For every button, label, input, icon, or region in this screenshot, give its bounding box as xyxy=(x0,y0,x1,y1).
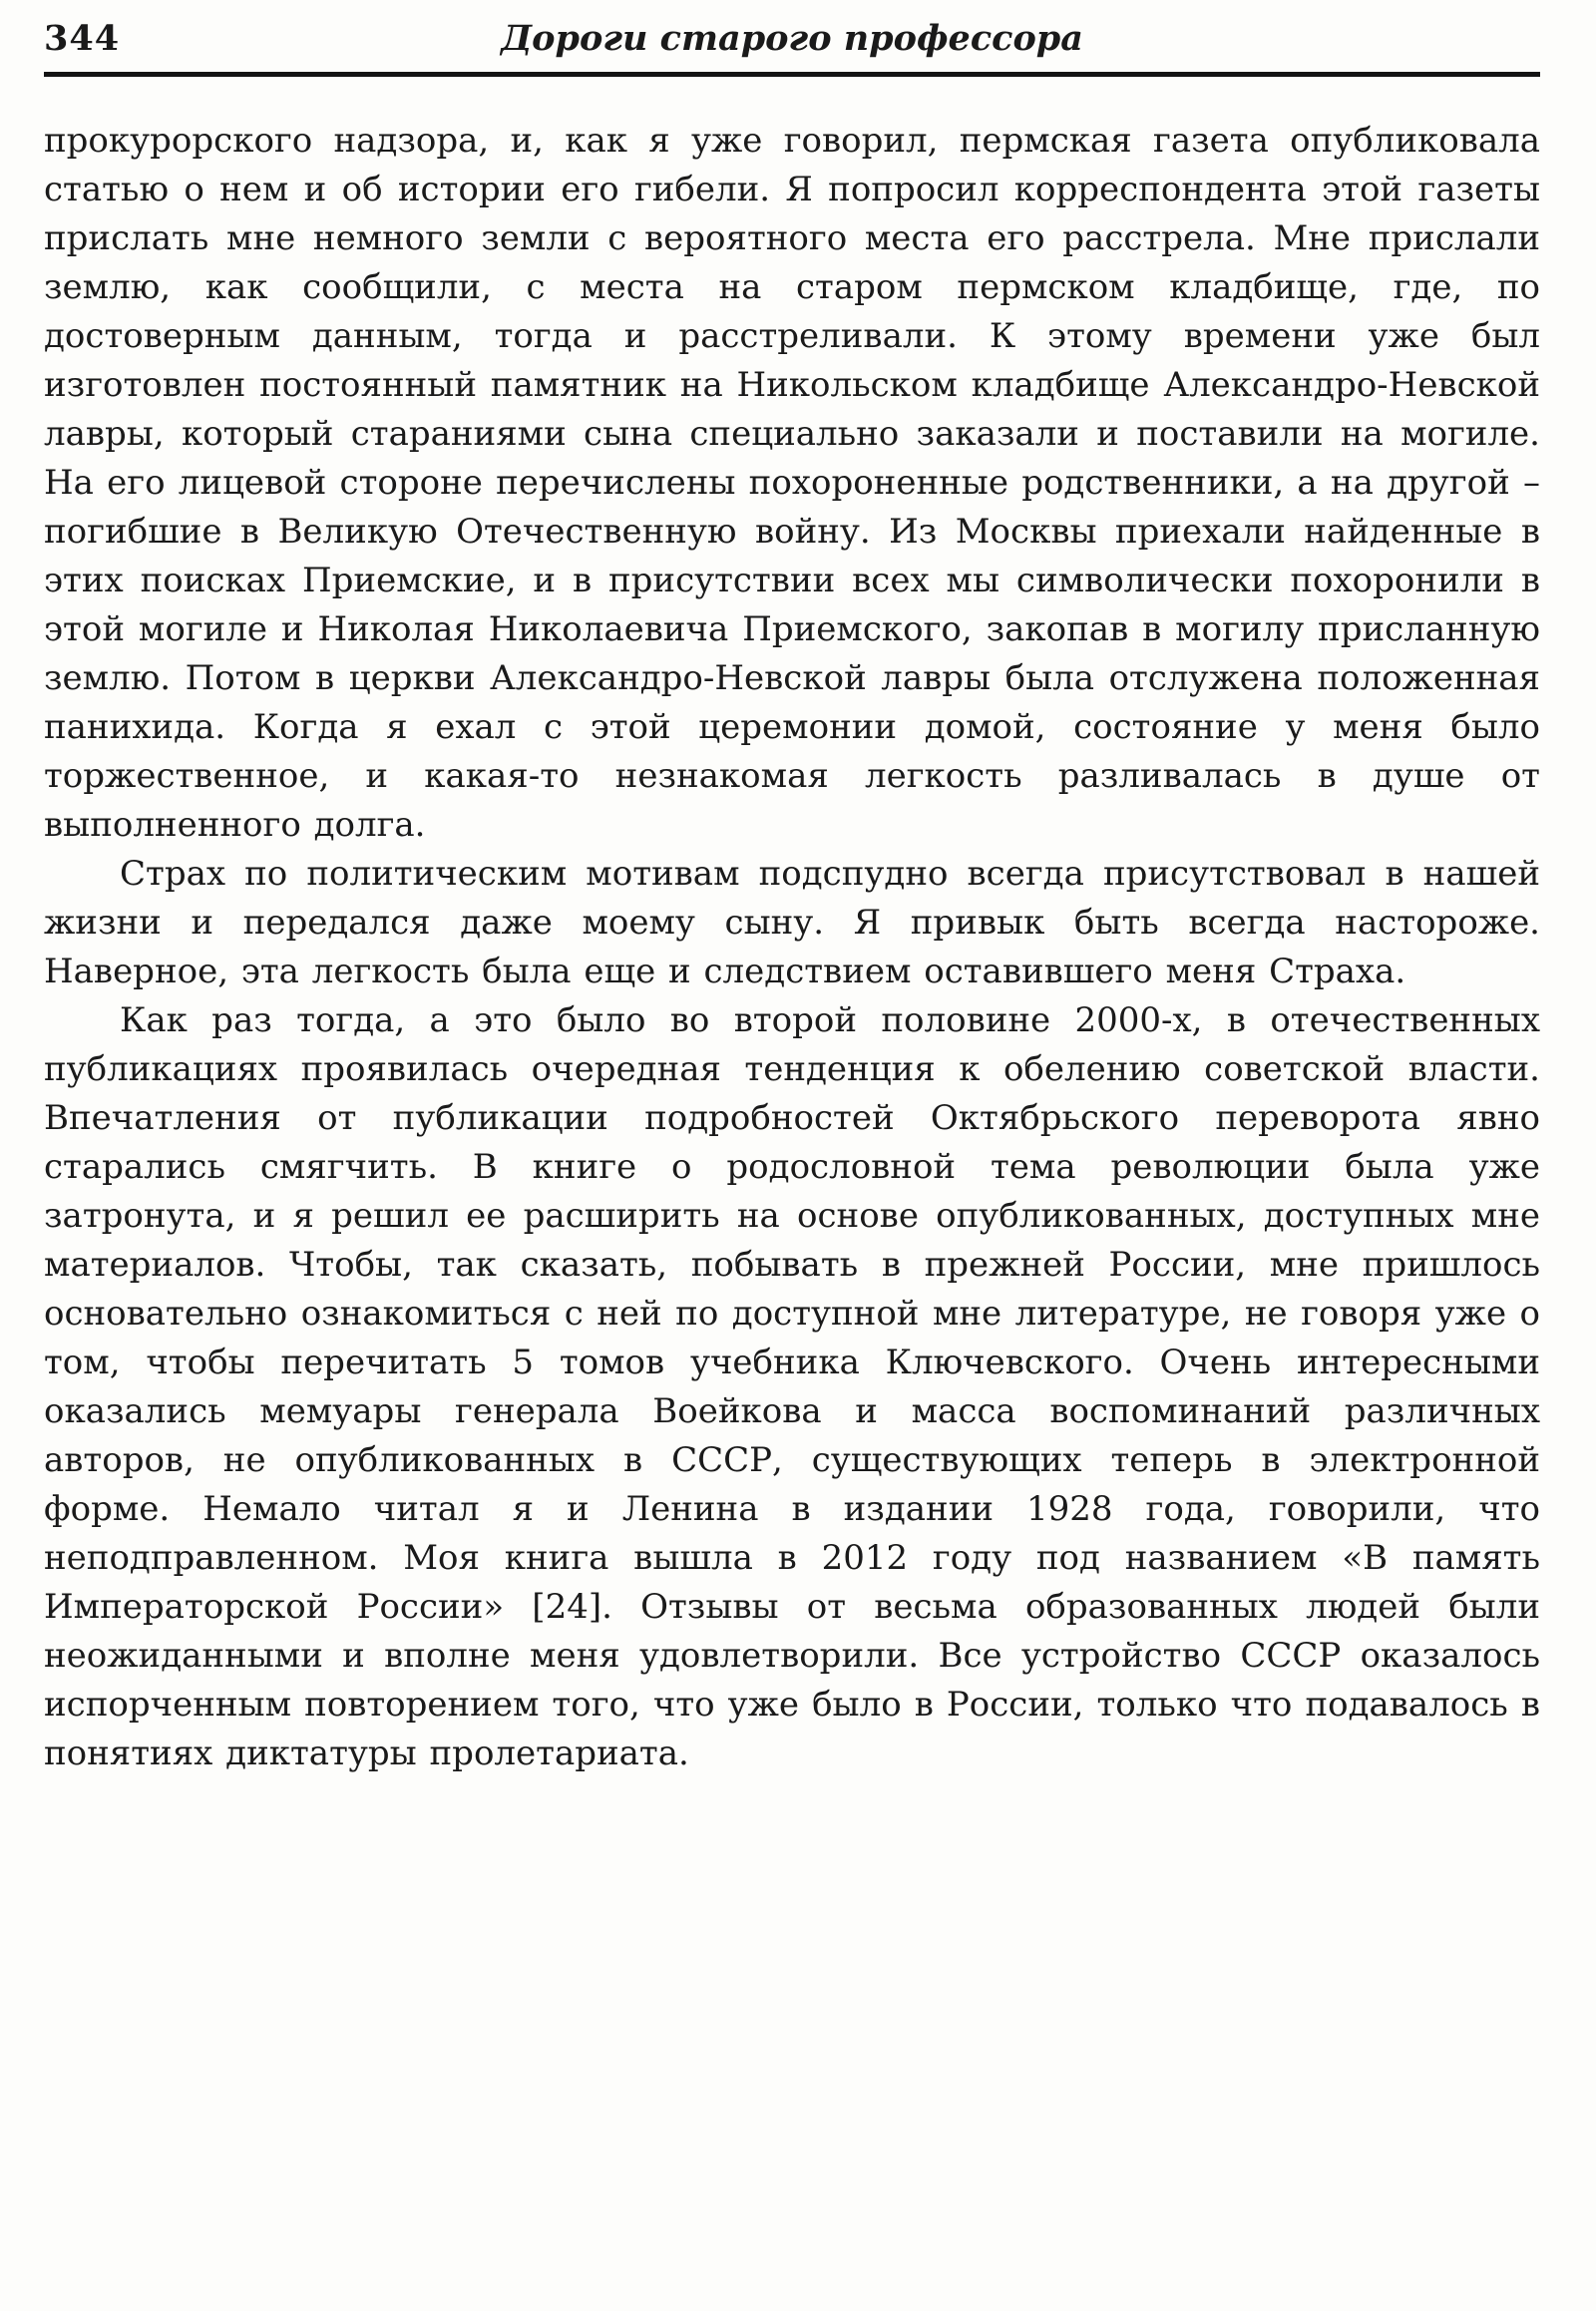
text-block xyxy=(44,117,1540,1778)
running-title: Дороги старого профессора xyxy=(501,18,1083,59)
paragraph-1: прокурорского надзора, и, как я уже говорил, пермская газета опубликовала статью о нем и об истории его гибели. Я попросил корреспондента этой газеты прислать мне немного земли с вероятного места его расстрела. Мне прислали землю, как сообщили, с места на старом пермском кладбище, где, по достоверным данным, тогда и расстреливали. К этому времени уже был изготовлен постоянный памятник на Никольском кладбище Александро-Невской лавры, который стараниями сына специально заказали и поставили на могиле. На его лицевой стороне перечислены похороненные родственники, а на другой – погибшие в Великую Отечественную войну. Из Москвы приехали найденные в этих поисках Приемские, и в присутствии всех мы символически похоронили в этой могиле и Николая Николаевича Приемского, закопав в могилу присланную землю. Потом в церкви Александро-Невской лавры была отслужена положенная панихида. Когда я ехал с этой церемонии домой, состояние у меня было торжественное, и какая-то незнакомая легкость разливалась в душе от выполненного долга. xyxy=(44,121,1540,845)
page-header xyxy=(44,16,1540,77)
paragraph-2: Страх по политическим мотивам подспудно всегда присутствовал в нашей жизни и передался даже моему сыну. Я привык быть всегда настороже. Наверное, эта легкость была еще и следствием оставившего меня Страха. xyxy=(44,854,1540,991)
page-number: 344 xyxy=(44,18,121,59)
paragraph-3: Как раз тогда, а это было во второй половине 2000-х, в отечественных публикациях проявилась очередная тенденция к обелению советской власти. Впечатления от публикации подробностей Октябрьского переворота явно старались смягчить. В книге о родословной тема революции была уже затронута, и я решил ее расширить на основе опубликованных, доступных мне материалов. Чтобы, так сказать, побывать в прежней России, мне пришлось основательно ознакомиться с ней по доступной мне литературе, не говоря уже о том, чтобы перечитать 5 томов учебника Ключевского. Очень интересными оказались мемуары генерала Воейкова и масса воспоминаний различных авторов, не опубликованных в СССР, существующих теперь в электронной форме. Немало читал я и Ленина в издании 1928 года, говорили, что неподправленном. Моя книга вышла в 2012 году под названием «В память Императорской России» [24]. Отзывы от весьма образованных людей были неожиданными и вполне меня удовлетворили. Все устройство СССР оказалось испорченным повторением того, что уже было в России, только что подавалось в понятиях диктатуры пролетариата. xyxy=(44,1000,1540,1773)
